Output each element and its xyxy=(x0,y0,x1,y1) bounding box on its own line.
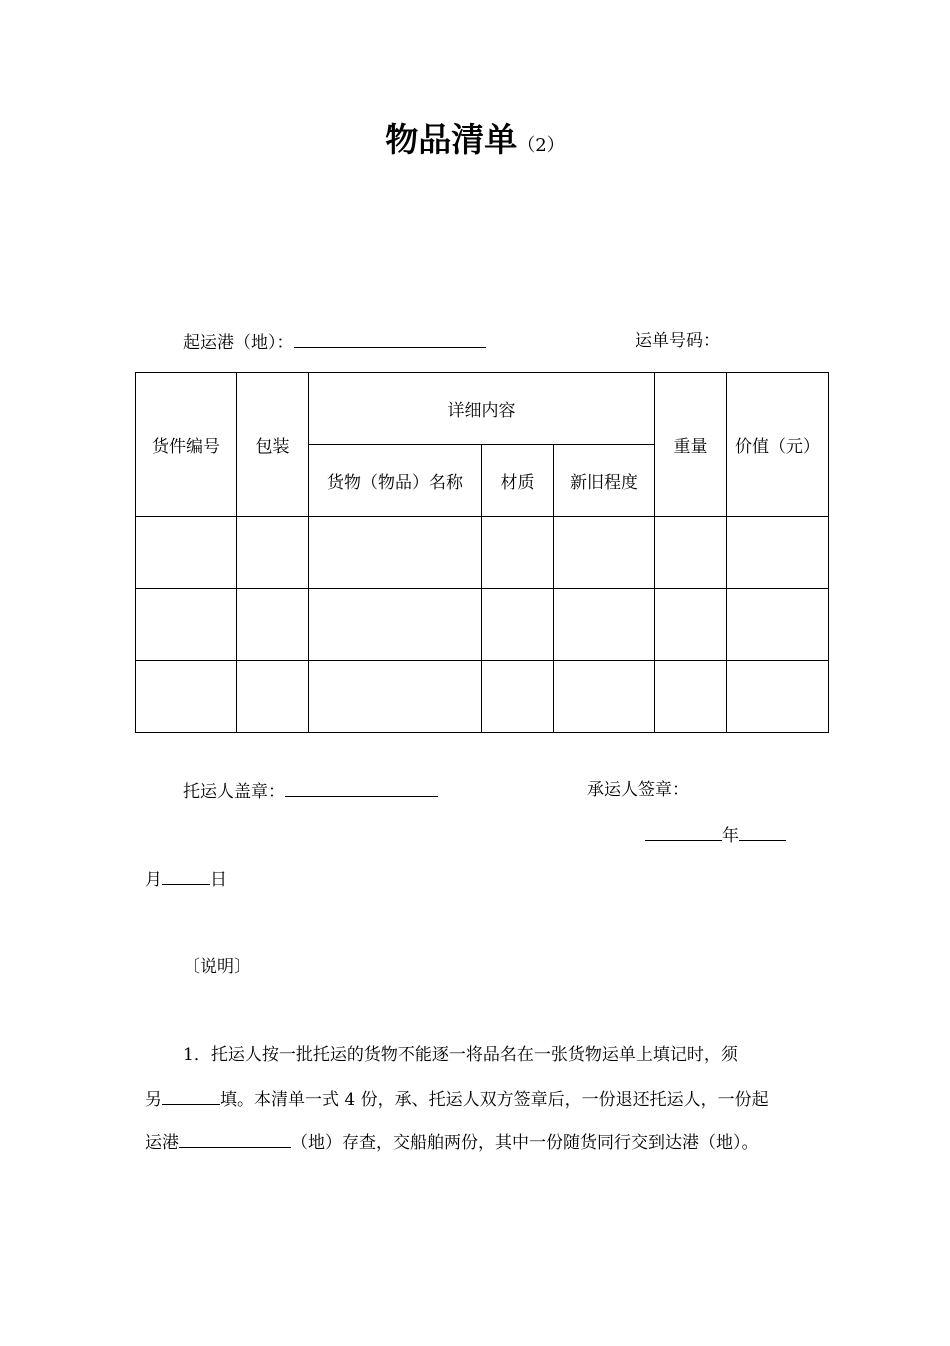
notes-heading: 〔说明〕 xyxy=(183,957,251,977)
year-blank[interactable] xyxy=(645,822,722,841)
note-line2-start: 另 xyxy=(145,1090,162,1110)
note-item1-line3 xyxy=(145,1129,759,1155)
cell-material[interactable] xyxy=(482,589,554,661)
table-row xyxy=(136,517,829,589)
note-item1-line2 xyxy=(145,1086,769,1112)
note-blank-origin[interactable] xyxy=(179,1129,291,1148)
cell-item-number[interactable] xyxy=(136,589,237,661)
document-title xyxy=(0,118,950,168)
header-material: 材质 xyxy=(482,445,554,517)
title-main: 物品清单 xyxy=(385,120,518,159)
cell-weight[interactable] xyxy=(655,589,727,661)
cell-packaging[interactable] xyxy=(237,517,309,589)
note-line3-end: （地）存查，交船舶两份，其中一份随货同行交到达港（地）。 xyxy=(291,1133,759,1153)
cell-goods-name[interactable] xyxy=(309,517,482,589)
date-year-field xyxy=(645,822,786,848)
goods-table xyxy=(135,372,829,733)
cell-item-number[interactable] xyxy=(136,517,237,589)
header-item-number: 货件编号 xyxy=(136,373,237,517)
header-goods-name: 货物（物品）名称 xyxy=(309,445,482,517)
cell-material[interactable] xyxy=(482,661,554,733)
header-packaging: 包装 xyxy=(237,373,309,517)
year-label: 年 xyxy=(722,826,739,846)
note-line3-start: 运港 xyxy=(145,1133,179,1153)
day-blank[interactable] xyxy=(162,866,210,885)
origin-port-label: 起运港（地）： xyxy=(183,333,294,353)
note-blank-form[interactable] xyxy=(162,1086,220,1105)
cell-packaging[interactable] xyxy=(237,589,309,661)
table-row xyxy=(136,661,829,733)
cell-goods-name[interactable] xyxy=(309,661,482,733)
cell-value[interactable] xyxy=(727,517,829,589)
shipper-seal-label: 托运人盖章： xyxy=(183,782,285,802)
cell-condition[interactable] xyxy=(554,517,655,589)
header-weight: 重量 xyxy=(655,373,727,517)
cell-item-number[interactable] xyxy=(136,661,237,733)
carrier-signature-label: 承运人签章： xyxy=(587,780,689,800)
cell-weight[interactable] xyxy=(655,517,727,589)
title-suffix: （2） xyxy=(517,135,565,156)
day-label: 日 xyxy=(210,870,227,890)
header-value: 价值（元） xyxy=(727,373,829,517)
note-line2-end: 填。本清单一式 4 份，承、托运人双方签章后，一份退还托运人，一份起 xyxy=(220,1090,769,1110)
header-condition: 新旧程度 xyxy=(554,445,655,517)
cell-goods-name[interactable] xyxy=(309,589,482,661)
cell-weight[interactable] xyxy=(655,661,727,733)
origin-port-blank[interactable] xyxy=(294,329,486,348)
month-label: 月 xyxy=(145,870,162,890)
cell-material[interactable] xyxy=(482,517,554,589)
cell-value[interactable] xyxy=(727,589,829,661)
waybill-number-field xyxy=(635,329,720,353)
table-header-row xyxy=(136,373,829,445)
cell-condition[interactable] xyxy=(554,661,655,733)
cell-packaging[interactable] xyxy=(237,661,309,733)
month-blank-start[interactable] xyxy=(739,822,786,841)
shipper-seal-field xyxy=(183,778,438,804)
shipper-seal-blank[interactable] xyxy=(285,778,438,797)
cell-value[interactable] xyxy=(727,661,829,733)
waybill-number-label: 运单号码： xyxy=(635,331,720,351)
carrier-signature-field xyxy=(587,778,689,802)
cell-condition[interactable] xyxy=(554,589,655,661)
table-row xyxy=(136,589,829,661)
header-details: 详细内容 xyxy=(309,373,655,445)
date-month-day-field xyxy=(145,866,227,892)
note-item1-line1: 1．托运人按一批托运的货物不能逐一将品名在一张货物运单上填记时，须 xyxy=(183,1045,738,1065)
origin-port-field xyxy=(183,329,486,355)
